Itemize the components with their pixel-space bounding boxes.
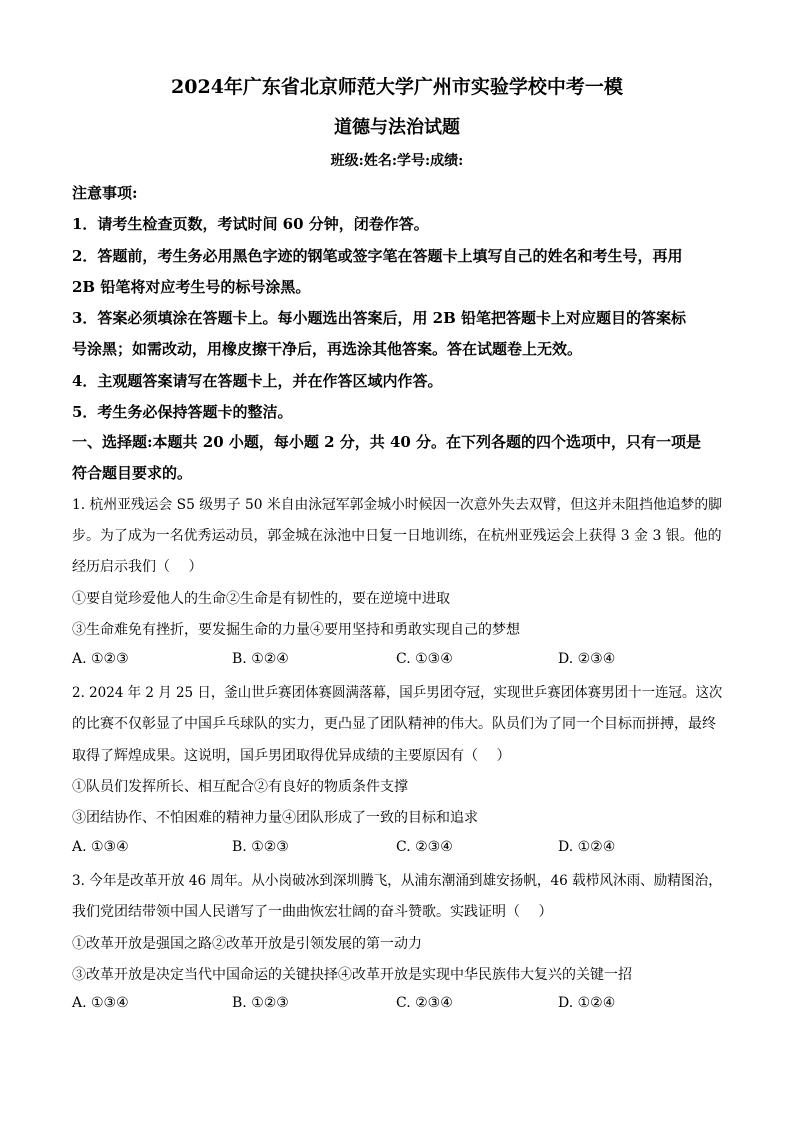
question-3-option-d[interactable]: D. ①②④ — [558, 995, 616, 1011]
section-heading-cont: 符合题目要求的。 — [72, 464, 193, 482]
question-1-text: 经历启示我们（ ） — [72, 559, 203, 575]
question-3-statement: ①改革开放是强国之路②改革开放是引领发展的第一动力 — [72, 936, 422, 952]
question-2-option-b[interactable]: B. ①②③ — [232, 839, 289, 855]
student-info: 班级:姓名:学号:成绩: — [330, 153, 464, 169]
notice-item-4: 4．主观题答案请写在答题卡上，并在作答区域内作答。 — [72, 372, 443, 390]
question-1-option-a[interactable]: A. ①②③ — [72, 651, 129, 667]
question-3-option-b[interactable]: B. ①②③ — [232, 995, 289, 1011]
notice-heading: 注意事项: — [72, 184, 138, 202]
question-2-option-c[interactable]: C. ②③④ — [396, 839, 453, 855]
notice-item-1: 1．请考生检查页数，考试时间 60 分钟，闭卷作答。 — [72, 215, 429, 233]
question-2-text: 取得了辉煌成果。这说明，国乒男团取得优异成绩的主要原因有（ ） — [72, 748, 511, 764]
question-2-statement: ①队员们发挥所长、相互配合②有良好的物质条件支撑 — [72, 779, 408, 795]
question-2-option-a[interactable]: A. ①③④ — [72, 839, 129, 855]
exam-subtitle: 道德与法治试题 — [334, 117, 460, 138]
notice-item-5: 5．考生务必保持答题卡的整洁。 — [72, 403, 293, 421]
question-3-text: 3. 今年是改革开放 46 周年。从小岗破冰到深圳腾飞，从浦东潮涌到雄安扬帆，46 载栉风沐雨、励精图治， — [72, 873, 722, 889]
question-2-option-d[interactable]: D. ①②④ — [558, 839, 616, 855]
notice-item-3-cont: 号涂黑；如需改动，用橡皮擦干净后，再选涂其他答案。答在试题卷上无效。 — [72, 340, 583, 358]
exam-title: 2024年广东省北京师范大学广州市实验学校中考一模 — [171, 76, 623, 98]
notice-item-2-cont: 2B 铅笔将对应考生号的标号涂黑。 — [72, 278, 311, 296]
question-1-option-d[interactable]: D. ②③④ — [558, 651, 616, 667]
question-3-option-a[interactable]: A. ①③④ — [72, 995, 129, 1011]
question-3-text: 我们党团结带领中国人民谱写了一曲曲恢宏壮阔的奋斗赞歌。实践证明（ ） — [72, 904, 553, 920]
question-3-statement: ③改革开放是决定当代中国命运的关键抉择④改革开放是实现中华民族伟大复兴的关键一招 — [72, 967, 632, 983]
question-1-statement: ①要自觉珍爱他人的生命②生命是有韧性的，要在逆境中进取 — [72, 591, 450, 607]
question-2-text: 的比赛不仅彰显了中国乒乓球队的实力，更凸显了团队精神的伟大。队员们为了同一个目标而拼搏，最终 — [72, 716, 716, 732]
question-1-statement: ③生命难免有挫折，要发掘生命的力量④要用坚持和勇敢实现自己的梦想 — [72, 622, 520, 638]
question-2-text: 2. 2024 年 2 月 25 日，釜山世乒赛团体赛圆满落幕，国乒男团夺冠，实现世乒赛团体赛男团十一连冠。这次 — [72, 685, 723, 701]
question-2-statement: ③团结协作、不怕困难的精神力量④团队形成了一致的目标和追求 — [72, 810, 478, 826]
question-1-text: 步。为了成为一名优秀运动员，郭金城在泳池中日复一日地训练，在杭州亚残运会上获得 3 金 3 银。他的 — [72, 528, 722, 544]
notice-item-3: 3．答案必须填涂在答题卡上。每小题选出答案后，用 2B 铅笔把答题卡上对应题目的答案标 — [72, 309, 687, 327]
question-3-option-c[interactable]: C. ②③④ — [396, 995, 453, 1011]
notice-item-2: 2．答题前，考生务必用黑色字迹的钢笔或签字笔在答题卡上填写自己的姓名和考生号，再用 — [72, 247, 683, 265]
question-1-option-b[interactable]: B. ①②④ — [232, 651, 289, 667]
section-heading: 一、选择题:本题共 20 小题，每小题 2 分，共 40 分。在下列各题的四个选项中，只有一项是 — [72, 433, 702, 451]
question-1-text: 1. 杭州亚残运会 S5 级男子 50 米自由泳冠军郭金城小时候因一次意外失去双臂，但这并未阻挡他追梦的脚 — [72, 497, 722, 513]
question-1-option-c[interactable]: C. ①③④ — [396, 651, 453, 667]
